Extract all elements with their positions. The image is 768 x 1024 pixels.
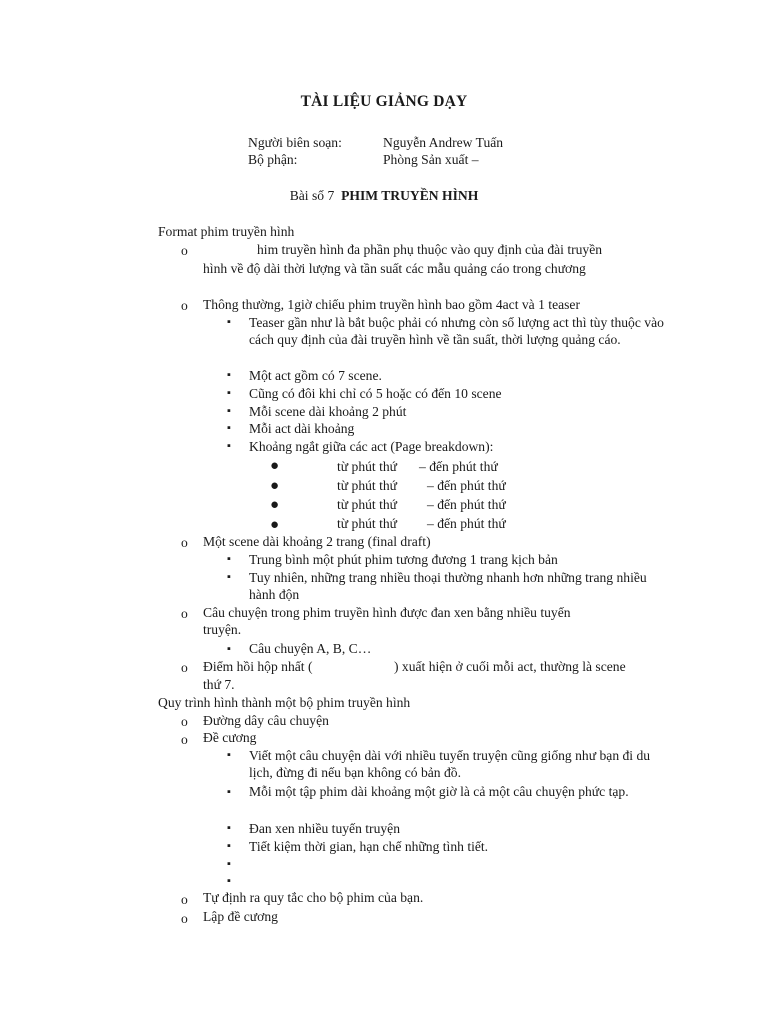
break-to: – đến phút thứ (427, 516, 506, 531)
format-item-5-part-1: Điểm hồi hộp nhất ( (203, 659, 313, 674)
average-note: Trung bình một phút phim tương đương 1 trang kịch bản (249, 552, 558, 567)
author-value: Nguyễn Andrew Tuấn (383, 135, 504, 150)
square-bullet-icon: ▪ (227, 875, 231, 887)
format-item-2: Thông thường, 1giờ chiếu phim truyền hình bao gồm 4act và 1 teaser (203, 297, 580, 312)
square-bullet-icon: ▪ (227, 422, 231, 434)
lesson-name: PHIM TRUYỀN HÌNH (341, 188, 479, 203)
however-note: Tuy nhiên, những trang nhiều thoại thường nhanh hơn những trang nhiều hành độn (249, 570, 647, 602)
circle-bullet-icon: o (181, 732, 188, 747)
scene-length-note: Mỗi scene dài khoảng 2 phút (249, 404, 407, 419)
circle-bullet-icon: o (181, 892, 188, 907)
circle-bullet-icon: o (181, 243, 188, 258)
circle-bullet-icon: o (181, 298, 188, 313)
department-value: Phòng Sản xuất – (383, 152, 479, 167)
breaks-note: Khoảng ngắt giữa các act (Page breakdown): (249, 439, 494, 454)
process-heading: Quy trình hình thành một bộ phim truyền hình (158, 695, 411, 710)
break-from: từ phút thứ (337, 516, 398, 531)
teaser-note: Teaser gần như là bắt buộc phải có nhưng còn số lượng act thì tùy thuộc vào cách quy định của đài truyền hình về tần suất, thời lượng quảng cáo. (249, 315, 664, 347)
square-bullet-icon: ▪ (227, 822, 231, 834)
format-item-5-part-2: ) xuất hiện ở cuối mỗi act, thường là scene (394, 659, 626, 674)
act-scenes-note: Một act gồm có 7 scene. (249, 368, 382, 383)
square-bullet-icon: ▪ (227, 643, 231, 655)
square-bullet-icon: ▪ (227, 840, 231, 852)
format-item-4: Câu chuyện trong phim truyền hình được đan xen bằng nhiều tuyến truyện. (203, 605, 571, 637)
dot-bullet-icon: ● (270, 517, 280, 533)
circle-bullet-icon: o (181, 714, 188, 729)
sometimes-note: Cũng có đôi khi chỉ có 5 hoặc có đến 10 scene (249, 386, 502, 401)
save-time-note: Tiết kiệm thời gian, hạn chế những tình tiết. (249, 839, 489, 854)
circle-bullet-icon: o (181, 911, 188, 926)
document-title: TÀI LIỆU GIẢNG DẠY (300, 93, 468, 110)
square-bullet-icon: ▪ (227, 440, 231, 452)
square-bullet-icon: ▪ (227, 387, 231, 399)
break-to: – đến phút thứ (419, 459, 498, 474)
act-length-note: Mỗi act dài khoảng (249, 421, 355, 436)
dot-bullet-icon: ● (270, 497, 280, 513)
square-bullet-icon: ▪ (227, 405, 231, 417)
department-label: Bộ phận: (248, 152, 298, 167)
long-story-note: Viết một câu chuyện dài với nhiều tuyến truyện cũng giống như bạn đi du lịch, đừng đi nếu bạn không có bản đồ. (249, 748, 651, 780)
square-bullet-icon: ▪ (227, 786, 231, 798)
circle-bullet-icon: o (181, 606, 188, 621)
story-abc: Câu chuyện A, B, C… (249, 641, 372, 656)
square-bullet-icon: ▪ (227, 369, 231, 381)
episode-note: Mỗi một tập phim dài khoảng một giờ là cả một câu chuyện phức tạp. (249, 784, 629, 799)
format-item-3: Một scene dài khoảng 2 trang (final draft) (203, 534, 431, 549)
author-label: Người biên soạn: (248, 135, 342, 150)
break-from: từ phút thứ (337, 497, 398, 512)
process-rules: Tự định ra quy tắc cho bộ phim của bạn. (203, 890, 424, 905)
process-outline: Đề cương (203, 730, 257, 745)
circle-bullet-icon: o (181, 660, 188, 675)
format-item-1-line-2: hình về độ dài thời lượng và tần suất các mẫu quảng cáo trong chương (203, 261, 586, 276)
dot-bullet-icon: ● (270, 478, 280, 494)
process-make-outline: Lập đề cương (203, 909, 278, 924)
square-bullet-icon: ▪ (227, 858, 231, 870)
format-item-1-line-1: him truyền hình đa phần phụ thuộc vào quy định của đài truyền (257, 242, 603, 257)
break-to: – đến phút thứ (427, 478, 506, 493)
format-item-5-line-2: thứ 7. (203, 677, 235, 692)
square-bullet-icon: ▪ (227, 553, 231, 565)
lesson-number: Bài số 7 (289, 188, 335, 203)
break-from: từ phút thứ (337, 459, 398, 474)
square-bullet-icon: ▪ (227, 749, 231, 761)
circle-bullet-icon: o (181, 535, 188, 550)
process-storyline: Đường dây câu chuyện (203, 713, 329, 728)
break-to: – đến phút thứ (427, 497, 506, 512)
lesson-heading (0, 187, 768, 204)
break-from: từ phút thứ (337, 478, 398, 493)
square-bullet-icon: ▪ (227, 316, 231, 328)
interweave-note: Đan xen nhiều tuyến truyện (249, 821, 400, 836)
square-bullet-icon: ▪ (227, 571, 231, 583)
dot-bullet-icon: ● (270, 458, 280, 474)
format-heading: Format phim truyền hình (158, 224, 295, 239)
